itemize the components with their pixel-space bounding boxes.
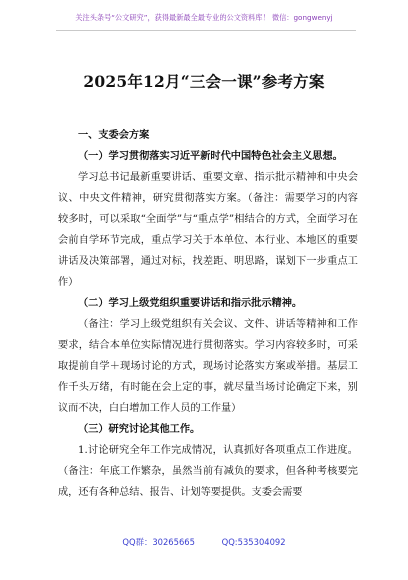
header-divider — [56, 30, 356, 31]
paragraph-2: （备注：学习上级党组织有关会议、文件、讲话等精神和工作要求，结合本单位实际情况进行贯彻落实。学习内容较多时，可采取提前自学＋现场讨论的方式，现场讨论落实方案或举措。基层工作千头万绪，有时能在会上定的事，就尽量当场讨论确定下来，别议而不决，白白增加工作人员的工作量） — [58, 319, 358, 414]
footer — [0, 536, 408, 548]
document-title: 2025年12月“三会一课”参考方案 — [83, 72, 325, 91]
subsection-heading-3: （三）研究讨论其他工作。 — [78, 423, 201, 435]
section-heading: 一、支委会方案 — [78, 129, 150, 141]
document-body — [58, 125, 358, 503]
paragraph-1: 学习总书记最新重要讲话、重要文章、指示批示精神和中央会议、中央文件精神，研究贯彻落实方案。（备注：需要学习的内容较多时，可以采取“全面学”与“重点学”相结合的方式，全面学习在会前自学环节完成，重点学习关于本单位、本行业、本地区的重要讲话及决策部署，通过对标，找差距、明思路，谋划下一步重点工作） — [58, 172, 358, 288]
subsection-heading-1: （一）学习贯彻落实习近平新时代中国特色社会主义思想。 — [78, 150, 343, 162]
header-note: 关注头条号“公文研究”，获得最新最全最专业的公文资料库！ 微信：gongwenyj — [75, 13, 333, 22]
subsection-heading-2: （二）学习上级党组织重要讲话和指示批示精神。 — [78, 297, 303, 309]
footer-qq-group: QQ群：30265665 — [122, 537, 195, 547]
paragraph-3: 1.讨论研究全年工作完成情况，认真抓好各项重点工作进度。（备注：年底工作繁杂，虽然当前有减负的要求，但各种考核要完成，还有各种总结、报告、计划等要提供。支委会需要 — [58, 445, 358, 498]
footer-qq: QQ:535304092 — [221, 537, 286, 547]
